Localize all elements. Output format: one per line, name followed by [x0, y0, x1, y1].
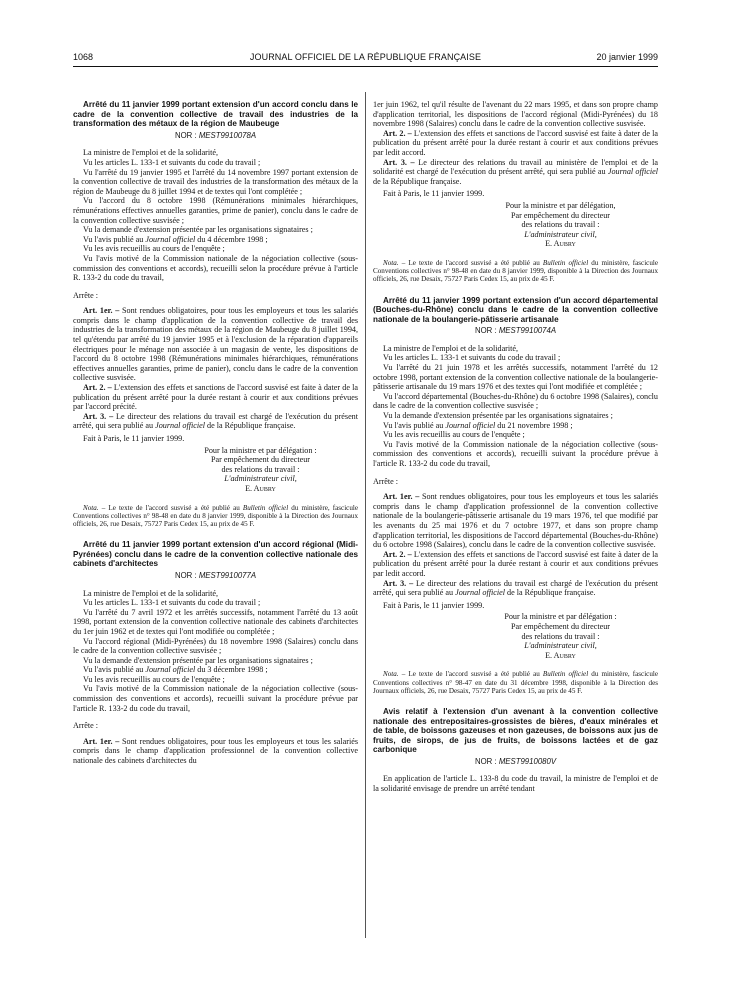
article-3: Art. 3. – Le directeur des relations du travail au ministère de l'emploi et de la solidarité est chargé de l'exécution du présent arrêté, qui sera publié au Journal officiel de la République française.	[373, 157, 658, 186]
decree-title: Arrêté du 11 janvier 1999 portant extension d'un accord régional (Midi-Pyrénées) conclu dans le cadre de la convention collective nationale des cabinets d'architectes	[73, 540, 358, 569]
signature-block: Pour la ministre et par délégation : Par empêchement du directeur des relations du travail : L'administrateur civil, E. Aubry	[504, 612, 617, 660]
article-1: Art. 1er. – Sont rendues obligatoires, pour tous les employeurs et tous les salariés compris dans le champ d'application professionnel de la convention collective nationale de la boulangerie-pâtisserie artisanale du 19 mars 1976, tel que modifié par les avenants du 25 mai 1976 et du 7 octobre 1977, et dans son propre champ d'application territorial, les dispositions de l'accord départemental (Bouches-du-Rhône) du 6 octobre 1998 (Salaires), conclu dans le cadre de la convention collective susvisée.	[373, 492, 658, 550]
paragraph: La ministre de l'emploi et de la solidarité,	[83, 588, 219, 598]
article-1: Art. 1er. – Sont rendues obligatoires, pour tous les employeurs et tous les salariés compris dans le champ d'application de la convention collective de travail des industries de la transformation des métaux de la région de Maubeuge du 8 juillet 1994, tel qu'étendu par arrêté du 19 janvier 1995 et à l'exclusion de la réparation d'appareils électriques pour le ménage non associée à un magasin de vente, les dispositions de l'accord du 8 octobre 1998 (Rémunérations minimales hiérarchiques, rémunérations effectives annuelles garanties, prime de panier), conclu dans le cadre de la convention collective susvisée.	[73, 306, 358, 383]
paragraph: Vu l'arrêté du 7 avril 1972 et les arrêtés successifs, notamment l'arrêté du 13 août 1998, portant extension de la convention collective nationale des cabinets d'architectes du 1er juin 1962 et de textes qui l'ont modifiée ou complétée ;	[73, 607, 358, 636]
decree-boulangerie	[373, 296, 658, 695]
paragraph: Vu l'avis publié au Journal officiel du 3 décembre 1998 ;	[83, 665, 268, 675]
article-2: Art. 2. – L'extension des effets et sanctions de l'accord susvisé est faite à dater de la publication du présent arrêté pour la durée restant à courir et aux conditions prévues par l'accord précité.	[73, 383, 358, 412]
decree-maubeuge	[73, 100, 358, 528]
article-3: Art. 3. – Le directeur des relations du travail est chargé de l'exécution du présent arrêté, qui sera publié au Journal officiel de la République française.	[373, 578, 658, 598]
paragraph: Vu l'arrêté du 19 janvier 1995 et l'arrêté du 14 novembre 1997 portant extension de la convention collective de travail des industries de la transformation des métaux de la région de Maubeuge du 8 juillet 1994 et de textes qui l'ont complétée ;	[73, 167, 358, 196]
paragraph: Vu la demande d'extension présentée par les organisations signataires ;	[83, 225, 313, 235]
signing-place-date: Fait à Paris, le 11 janvier 1999.	[383, 600, 485, 610]
journal-title: JOURNAL OFFICIEL DE LA RÉPUBLIQUE FRANÇAISE	[249, 52, 482, 62]
page-header	[73, 52, 658, 66]
signing-place-date: Fait à Paris, le 11 janvier 1999.	[383, 189, 485, 199]
paragraph: Vu l'accord régional (Midi-Pyrénées) du 18 novembre 1998 (Salaires) conclu dans le cadre de la convention collective susvisée ;	[73, 636, 358, 656]
issue-date: 20 janvier 1999	[596, 52, 658, 62]
nota: Nota. – Le texte de l'accord susvisé a été publié au Bulletin officiel du ministère, fascicule Conventions collectives n° 98-48 en date du 8 janvier 1999, disponible à la Direction des Journaux officiels, 26, rue Desaix, 75727 Paris Cedex 15, au prix de 45 F.	[73, 503, 358, 528]
header-rule	[73, 66, 658, 67]
nor-reference: NOR : MESТ9910080V	[474, 756, 557, 766]
nota: Nota. – Le texte de l'accord susvisé a été publié au Bulletin officiel du ministère, fascicule Conventions collectives n° 98-47 en date du 31 décembre 1998, disponible à la Direction des Journaux officiels, 26, rue Desaix, 75727 Paris Cedex 15, au prix de 45 F.	[373, 670, 658, 695]
article-2: Art. 2. – L'extension des effets et sanctions de l'accord susvisé est faite à dater de la publication du présent arrêté pour la durée restant à courir et aux conditions prévues par ledit accord.	[373, 128, 658, 157]
arrete-heading: Arrête :	[73, 290, 99, 300]
paragraph: La ministre de l'emploi et de la solidarité,	[83, 148, 219, 158]
paragraph: Vu l'accord du 8 octobre 1998 (Rémunérations minimales hiérarchiques, rémunérations effectives annuelles garanties, prime de panier), conclu dans le cadre de la convention collective susvisée ;	[73, 196, 358, 225]
signature-block: Pour la ministre et par délégation, Par empêchement du directeur des relations du travail : L'administrateur civil, E. Aubry	[505, 200, 616, 249]
paragraph: La ministre de l'emploi et de la solidarité,	[383, 343, 519, 353]
nor-reference: NOR : MESТ9910074A	[474, 326, 557, 336]
article-3: Art. 3. – Le directeur des relations du travail est chargé de l'exécution du présent arrêté, qui sera publié au Journal officiel de la République française.	[73, 411, 358, 431]
decree-title: Arrêté du 11 janvier 1999 portant extension d'un accord départemental (Bouches-du-Rhône) conclu dans le cadre de la convention collective nationale de la boulangerie-pâtisserie artisanale	[373, 295, 658, 324]
nor-reference: NOR : MESТ9910077A	[174, 570, 257, 580]
paragraph: Vu l'avis motivé de la Commission nationale de la négociation collective (sous-commission des conventions et accords), recueilli suivant la procédure prévue par l'article R. 133-2 du code du travail,	[73, 684, 358, 713]
arrete-heading: Arrête :	[73, 721, 99, 731]
paragraph: Vu les articles L. 133-1 et suivants du code du travail ;	[83, 598, 261, 608]
decree-architectes-continued	[373, 100, 658, 284]
decree-architectes	[73, 540, 358, 765]
paragraph: En application de l'article L. 133-8 du code du travail, la ministre de l'emploi et de la solidarité envisage de prendre un arrêté tendant	[373, 774, 658, 794]
column-divider	[365, 92, 366, 938]
signature-block: Pour la ministre et par délégation : Par empêchement du directeur des relations du travail : L'administrateur civil, E. Aubry	[204, 445, 317, 493]
notice-entrepositaires	[373, 707, 658, 794]
signing-place-date: Fait à Paris, le 11 janvier 1999.	[83, 434, 185, 443]
paragraph: Vu l'avis motivé de la Commission nationale de la négociation collective (sous-commission des conventions et accords), recueilli selon la procédure prévue à l'article R. 133-2 du code du travail,	[73, 253, 358, 283]
nor-reference: NOR : MESТ9910078A	[174, 130, 257, 140]
paragraph: Vu l'arrêté du 21 juin 1978 et les arrêtés successifs, notamment l'arrêté du 12 octobre 1998, portant extension de la convention collective nationale de la boulangerie-pâtisserie artisanale du 19 mars 1976 et des textes qui l'ont modifiée et complétée ;	[373, 363, 658, 392]
nota: Nota. – Le texte de l'accord susvisé a été publié au Bulletin officiel du ministère, fascicule Conventions collectives n° 98-48 en date du 8 janvier 1999, disponible à la Direction des Journaux officiels, 26, rue Desaix, 75727 Paris Cedex 15, au prix de 45 F.	[373, 258, 658, 284]
paragraph: Vu la demande d'extension présentée par les organisations signataires ;	[383, 411, 613, 421]
paragraph: Vu les articles L. 133-1 et suivants du code du travail ;	[383, 353, 561, 363]
decree-title: Arrêté du 11 janvier 1999 portant extension d'un accord conclu dans le cadre de la convention collective de travail des industries de la transformation des métaux de la région de Maubeuge	[73, 100, 358, 129]
paragraph: Vu l'avis motivé de la Commission nationale de la négociation collective (sous-commission des conventions et accords), recueilli suivant la procédure prévue à l'article R. 133-2 du code du travail,	[373, 439, 658, 469]
paragraph: Vu les avis recueillis au cours de l'enquête ;	[383, 430, 525, 440]
paragraph: Vu les avis recueillis au cours de l'enquête ;	[83, 244, 225, 254]
article-1: Art. 1er. – Sont rendues obligatoires, pour tous les employeurs et tous les salariés compris dans le champ d'application professionnel de la convention collective nationale des cabinets d'architectes du	[73, 736, 358, 766]
notice-title: Avis relatif à l'extension d'un avenant à la convention collective nationale des entrepositaires-grossistes de bières, d'eaux minérales et de table, de boissons gazeuses et non gazeuses, de boissons aux jus de fruits, de sirops, de jus de fruits, de boissons lactées et de gaz carbonique	[373, 706, 658, 755]
paragraph: Vu l'accord départemental (Bouches-du-Rhône) du 6 octobre 1998 (Salaires), conclu dans le cadre de la convention collective susvisée ;	[373, 391, 658, 411]
paragraph: Vu les articles L. 133-1 et suivants du code du travail ;	[83, 157, 261, 167]
paragraph: Vu les avis recueillis au cours de l'enquête ;	[83, 674, 225, 684]
left-column	[73, 100, 358, 768]
paragraph: Vu la demande d'extension présentée par les organisations signataires ;	[83, 655, 313, 665]
paragraph: Vu l'avis publié au Journal officiel du 4 décembre 1998 ;	[83, 234, 268, 244]
paragraph: 1er juin 1962, tel qu'il résulte de l'avenant du 22 mars 1995, et dans son propre champ d'application territorial, les dispositions de l'accord régional (Midi-Pyrénées) du 18 novembre 1998 (Salaires) conclu dans le cadre de la convention collective susvisée.	[373, 100, 658, 129]
paragraph: Vu l'avis publié au Journal officiel du 21 novembre 1998 ;	[383, 420, 573, 430]
article-2: Art. 2. – L'extension des effets et sanctions de l'accord susvisé est faite à dater de la publication du présent arrêté pour la durée restant à courir et aux conditions prévues par ledit accord.	[373, 549, 658, 578]
arrete-heading: Arrête :	[373, 476, 399, 486]
page-number: 1068	[73, 52, 94, 62]
right-column	[373, 100, 658, 796]
